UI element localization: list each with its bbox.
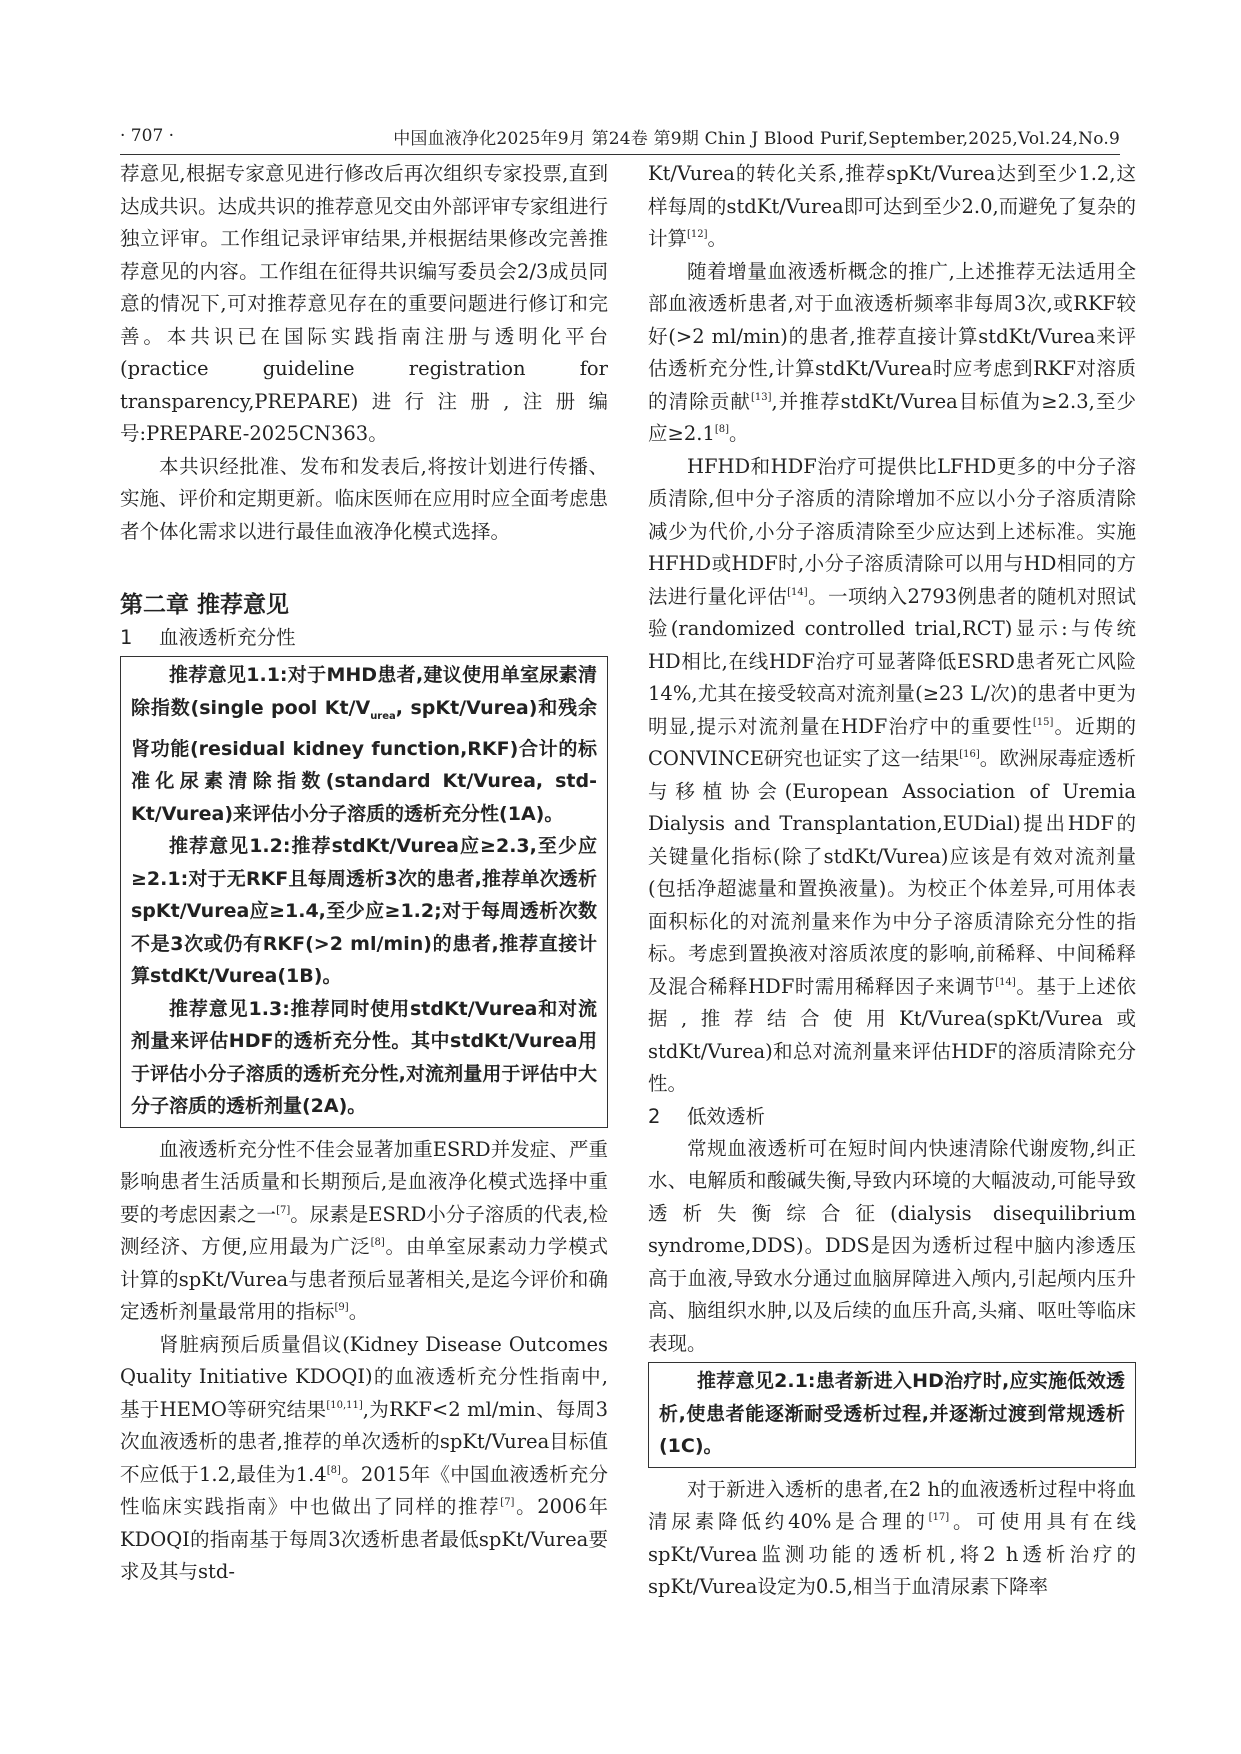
section-heading <box>120 622 608 654</box>
citation[interactable]: [13] <box>750 391 772 403</box>
chapter-heading: 第二章 推荐意见 <box>120 592 290 618</box>
page-header <box>120 124 1120 154</box>
text-run: 随着增量血液透析概念的推广,上述推荐无法适用全部血液透析患者,对于血液透析频率非每周3次,或RKF较好(>2 ml/min)的患者,推荐直接计算stdKt/Vurea来评估透析充分性,计算stdKt/Vurea时应考虑到RKF对溶质的清除贡献 <box>648 259 1136 413</box>
left-column <box>120 158 608 1589</box>
page-number: · 707 · <box>120 126 175 146</box>
text-run: ,并推荐stdKt/Vurea目标值为≥2.3,至少应≥2.1 <box>648 389 1136 445</box>
paragraph: 荐意见,根据专家意见进行修改后再次组织专家投票,直到达成共识。达成共识的推荐意见交由外部评审专家组进行独立评审。工作组记录评审结果,并根据结果修改完善推荐意见的内容。工作组在征得共识编写委员会2/3成员同意的情况下,可对推荐意见存在的重要问题进行修订和完善。本共识已在国际实践指南注册与透明化平台(practice guideline registration for transparency,PREPARE)进行注册,注册编号:PREPARE-2025CN363。 <box>120 162 608 445</box>
recommendation-box <box>120 656 608 1128</box>
citation[interactable]: [14] <box>995 976 1016 988</box>
text-run: 推荐意见1.1:对于MHD患者,建议使用单室尿素清除指数(single pool Kt/V <box>131 664 597 719</box>
text-run: 。欧洲尿毒症透析与移植协会(European Association of Uremia Dialysis and Transplantation,EUDial)提出HDF的关键量化指标(除了stdKt/Vurea)应该是有效对流剂量(包括净超滤量和置换液量)。为校正个体差异,可用体表面积标化的对流剂量来作为中分子溶质清除充分性的指标。考虑到置换液对溶质浓度的影响,前稀释、中间稀释及混合稀释HDF时需用稀释因子来调节 <box>648 747 1136 998</box>
citation[interactable]: [9] <box>334 1302 349 1314</box>
paragraph: 本共识经批准、发布和发表后,将按计划进行传播、实施、评价和定期更新。临床医师在应用时应全面考虑患者个体化需求以进行最佳血液净化模式选择。 <box>120 454 608 543</box>
section-number: 1 <box>120 626 133 649</box>
citation[interactable]: [8] <box>326 1464 341 1476</box>
text-run: HFHD和HDF治疗可提供比LFHD更多的中分子溶质清除,但中分子溶质的清除增加不应以小分子溶质清除减少为代价,小分子溶质清除至少应达到上述标准。实施HFHD或HDF时,小分子溶质清除可以用与HD相同的方法进行量化评估 <box>648 454 1136 608</box>
text-run: 。由单室尿素动力学模式计算的spKt/Vurea与患者预后显著相关,是迄今评价和确定透析剂量最常用的指标 <box>120 1235 608 1324</box>
text-run: 。2006年KDOQI的指南基于每周3次透析患者最低spKt/Vurea要求及其与std- <box>120 1495 608 1584</box>
text-run: Kt/Vurea的转化关系,推荐spKt/Vurea达到至少1.2,这样每周的stdKt/Vurea即可达到至少2.0,而避免了复杂的计算 <box>648 162 1136 250</box>
text-run: 。尿素是ESRD小分子溶质的代表,检测经济、方便,应用最为广泛 <box>120 1202 608 1259</box>
citation[interactable]: [14] <box>787 586 808 598</box>
text-run: 。 <box>729 422 749 445</box>
citation[interactable]: [10,11] <box>326 1399 363 1411</box>
section-title: 低效透析 <box>687 1104 766 1128</box>
text-run: 对于新进入透析的患者,在2 h的血液透析过程中将血清尿素降低约40%是合理的 <box>648 1477 1136 1533</box>
recommendation: 推荐意见2.1:患者新进入HD治疗时,应实施低效透析,使患者能逐渐耐受透析过程,并逐渐过渡到常规透析(1C)。 <box>659 1370 1125 1457</box>
text-run: 。2015年《中国血液透析充分性临床实践指南》中也做出了同样的推荐 <box>120 1462 608 1519</box>
paragraph <box>648 158 1136 256</box>
paragraph: 常规血液透析可在短时间内快速清除代谢废物,纠正水、电解质和酸碱失衡,导致内环境的大幅波动,可能导致透析失衡综合征(dialysis disequilibrium syndrome,DDS)。DDS是因为透析过程中脑内渗透压高于血液,导致水分通过血脑屏障进入颅内,引起颅内压升高、脑组织水肿,以及后续的血压升高,头痛、呕吐等临床表现。 <box>648 1136 1136 1355</box>
text-run: 。可使用具有在线spKt/Vurea监测功能的透析机,将2 h透析治疗的spKt/Vurea设定为0.5,相当于血清尿素下降率 <box>648 1510 1136 1598</box>
paragraph <box>120 1134 608 1329</box>
subscript: urea <box>370 710 396 722</box>
right-column <box>648 158 1136 1604</box>
text-run: 。 <box>348 1300 369 1324</box>
paragraph <box>648 451 1136 1101</box>
citation[interactable]: [16] <box>959 749 980 760</box>
text-run: 。近期的CONVINCE研究也证实了这一结果 <box>648 714 1136 770</box>
text-run: , spKt/Vurea)和残余肾功能(residual kidney function,RKF)合计的标准化尿素清除指数(standard Kt/Vurea, std-Kt/Vurea)来评估小分子溶质的透析充分性(1A)。 <box>131 696 597 825</box>
citation[interactable]: [8] <box>714 424 730 435</box>
text-run: 。一项纳入2793例患者的随机对照试验(randomized controlled trial,RCT)显示:与传统HD相比,在线HDF治疗可显著降低ESRD患者死亡风险14%,尤其在接受较高对流剂量(≥23 L/次)的患者中更为明显,提示对流剂量在HDF治疗中的重要性 <box>648 584 1136 738</box>
section-title: 血液透析充分性 <box>159 626 296 649</box>
header-rule <box>120 154 1120 155</box>
citation[interactable]: [7] <box>500 1497 515 1509</box>
text-run: 。基于上述依据,推荐结合使用Kt/Vurea(spKt/Vurea或stdKt/Vurea)和总对流剂量来评估HDF的溶质清除充分性。 <box>648 974 1136 1095</box>
paragraph <box>648 256 1136 451</box>
recommendation-box <box>648 1362 1136 1468</box>
recommendation: 推荐意见1.3:推荐同时使用stdKt/Vurea和对流剂量来评估HDF的透析充分性。其中stdKt/Vurea用于评估小分子溶质的透析充分性,对流剂量用于评估中大分子溶质的透析剂量(2A)。 <box>131 997 597 1118</box>
text-run: ,为RKF<2 ml/min、每周3次血液透析的患者,推荐的单次透析的spKt/Vurea目标值不应低于1.2,最佳为1.4 <box>120 1397 608 1486</box>
citation[interactable]: [12] <box>687 229 708 240</box>
text-run: 。 <box>707 227 728 250</box>
paragraph <box>120 1329 608 1589</box>
citation[interactable]: [17] <box>928 1512 950 1523</box>
citation[interactable]: [15] <box>1032 716 1054 728</box>
recommendation <box>131 659 597 830</box>
text-run: 肾脏病预后质量倡议(Kidney Disease Outcomes Quality Initiative KDOQI)的血液透析充分性指南中,基于HEMO等研究结果 <box>120 1332 608 1421</box>
text-run: 血液透析充分性不佳会显著加重ESRD并发症、严重影响患者生活质量和长期预后,是血液净化模式选择中重要的考虑因素之一 <box>120 1137 608 1226</box>
recommendation: 推荐意见1.2:推荐stdKt/Vurea应≥2.3,至少应≥2.1:对于无RKF且每周透析3次的患者,推荐单次透析spKt/Vurea应≥1.4,至少应≥1.2;对于每周透析次数不是3次或仍有RKF(>2 ml/min)的患者,推荐直接计算stdKt/Vurea(1B)。 <box>131 835 597 988</box>
citation[interactable]: [8] <box>370 1237 385 1249</box>
citation[interactable]: [7] <box>276 1204 291 1216</box>
section-number: 2 <box>648 1104 661 1128</box>
section-heading <box>648 1101 1136 1133</box>
paragraph <box>648 1474 1136 1604</box>
journal-running-head: 中国血液净化2025年9月 第24卷 第9期 Chin J Blood Purif,September,2025,Vol.24,No.9 <box>393 129 1120 149</box>
